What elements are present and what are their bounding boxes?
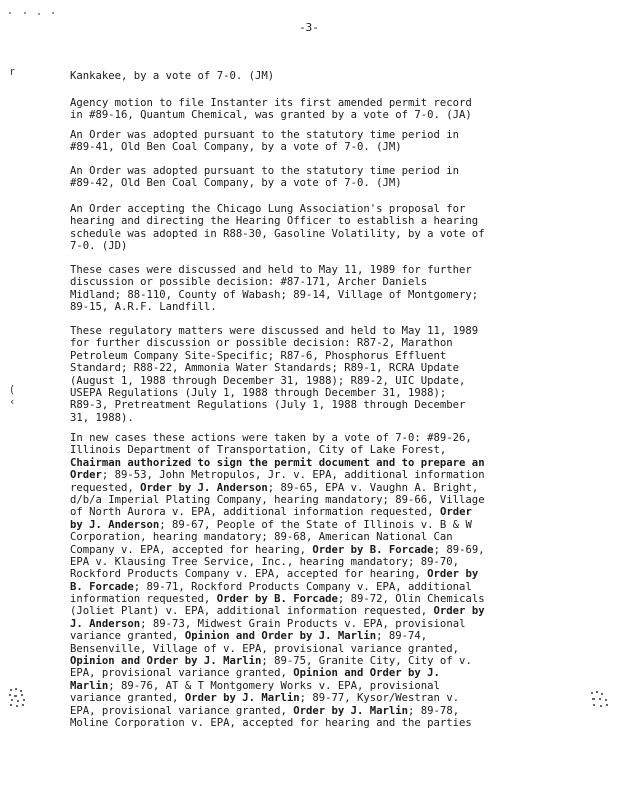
text-segment: These regulatory matters were discussed and held to May 11, 1989 — [70, 325, 479, 337]
text-segment: Rockford Products Company v. EPA, accepted for hearing, — [70, 568, 428, 581]
text-segment: USEPA Regulations (July 1, 1988 through December 31, 1988); — [70, 386, 447, 399]
speck — [52, 12, 54, 14]
text-segment: ; 89-67, People of the State of Illinois v. B & W — [159, 518, 472, 531]
text-line — [70, 165, 550, 177]
bold-text-segment: Opinion and Order by J. — [293, 667, 440, 680]
text-segment: in #89-16, Quantum Chemical, was granted by a vote of 7-0. (JA) — [70, 109, 472, 122]
text-line — [70, 717, 550, 729]
text-segment: An Order was adopted pursuant to the statutory time period in — [70, 165, 460, 177]
text-line — [70, 399, 550, 411]
paragraph — [70, 325, 550, 424]
text-segment: Petroleum Company Site-Specific; R87-6, Phosphorus Effluent — [70, 349, 447, 362]
text-line — [70, 412, 550, 424]
text-line — [70, 593, 550, 605]
text-segment: Illinois Department of Transportation, City of Lake Forest, — [70, 444, 447, 457]
text-segment: An Order was adopted pursuant to the statutory time period in — [70, 129, 460, 141]
text-line — [70, 240, 550, 252]
bold-text-segment: Order — [439, 506, 472, 519]
text-line — [70, 469, 550, 481]
text-segment: ; 89-65, EPA v. Vaughn A. Bright, — [267, 481, 479, 494]
text-line — [70, 482, 550, 494]
text-segment: 31, 1988). — [70, 411, 134, 424]
text-line — [70, 618, 550, 630]
text-segment: ; 89-53, John Metropulos, Jr. v. EPA, additional information — [101, 469, 485, 482]
bold-text-segment: Opinion and Order by J. Marlin — [184, 630, 377, 643]
text-line — [70, 362, 550, 374]
text-segment: In new cases these actions were taken by a vote of 7-0: #89-26, — [70, 432, 472, 444]
text-line — [70, 325, 550, 337]
text-line — [70, 177, 550, 189]
text-line — [70, 109, 550, 121]
text-segment: requested, — [70, 481, 141, 494]
text-segment: d/b/a Imperial Plating Company, hearing mandatory; 89-66, Village — [70, 493, 485, 506]
text-segment: schedule was adopted in R88-30, Gasoline Volatility, by a vote of — [70, 227, 485, 240]
text-segment: Moline Corporation v. EPA, accepted for hearing and the parties — [70, 716, 472, 729]
text-segment: (Joliet Plant) v. EPA, additional information requested, — [70, 605, 434, 618]
text-segment: ; 89-73, Midwest Grain Products v. EPA, provisional — [140, 617, 466, 630]
text-line — [70, 70, 550, 82]
text-segment: #89-41, Old Ben Coal Company, by a vote of 7-0. (JM) — [70, 141, 402, 154]
text-line — [70, 556, 550, 568]
text-line — [70, 605, 550, 617]
text-line — [70, 457, 550, 469]
text-line — [70, 337, 550, 349]
bold-text-segment: Order by B. Forcade — [216, 593, 338, 606]
margin-mark-top: r — [10, 65, 15, 78]
text-line — [70, 692, 550, 704]
text-line — [70, 568, 550, 580]
bold-text-segment: Order by J. Marlin — [184, 692, 300, 705]
text-segment: Bensenville, Village of v. EPA, provisional variance granted, — [70, 642, 460, 655]
text-line — [70, 705, 550, 717]
text-segment: These cases were discussed and held to May 11, 1989 for further — [70, 264, 472, 276]
speck — [24, 12, 26, 14]
text-line — [70, 350, 550, 362]
text-line — [70, 643, 550, 655]
bold-text-segment: Order — [70, 469, 102, 482]
text-segment: ; 89-69, — [433, 543, 485, 556]
paragraph — [70, 264, 550, 314]
text-segment: R89-3, Pretreatment Regulations (July 1, 1988 through December — [70, 399, 466, 412]
text-segment: EPA, provisional variance granted, — [70, 667, 294, 680]
paragraph — [70, 203, 550, 253]
text-line — [70, 432, 550, 444]
bold-text-segment: B. Forcade — [70, 580, 134, 593]
bold-text-segment: Order by J. Marlin — [293, 704, 409, 717]
paragraph — [70, 165, 550, 190]
text-segment: ; 89-78, — [408, 704, 460, 717]
text-segment: 7-0. (JD) — [70, 240, 128, 253]
text-segment: ; 89-74, — [376, 630, 428, 643]
text-line — [70, 129, 550, 141]
text-segment: Midland; 88-110, County of Wabash; 89-14, Village of Montgomery; — [70, 288, 479, 301]
text-segment: ; 89-75, Granite City, City of v. — [261, 655, 472, 668]
scan-stamp-left — [6, 686, 34, 710]
text-line — [70, 494, 550, 506]
text-line — [70, 387, 550, 399]
text-segment: of North Aurora v. EPA, additional information requested, — [70, 506, 440, 519]
bold-text-segment: Opinion and Order by J. Marlin — [70, 655, 262, 668]
paragraph — [70, 70, 550, 82]
text-line — [70, 444, 550, 456]
text-line — [70, 630, 550, 642]
text-segment: for further discussion or possible decision: R87-2, Marathon — [70, 337, 453, 350]
scan-stamp-right — [588, 688, 614, 712]
speck — [9, 12, 11, 14]
margin-mark-middle: ( — [10, 383, 15, 396]
text-segment: Company v. EPA, accepted for hearing, — [70, 543, 313, 556]
text-segment: variance granted, — [70, 692, 185, 705]
text-segment: ; 89-77, Kysor/Westran v. — [299, 692, 460, 705]
text-segment: An Order accepting the Chicago Lung Association's proposal for — [70, 203, 466, 215]
text-segment: ; 89-72, Olin Chemicals — [337, 593, 485, 606]
bold-text-segment: Order by B. Forcade — [312, 543, 434, 556]
text-line — [70, 301, 550, 313]
text-segment: EPA v. Klausing Tree Service, Inc., hearing mandatory; 89-70, — [70, 555, 460, 568]
bold-text-segment: J. Anderson — [70, 617, 141, 630]
bold-text-segment: Order by — [427, 568, 479, 581]
text-line — [70, 531, 550, 543]
bold-text-segment: by J. Anderson — [70, 518, 160, 531]
text-line — [70, 215, 550, 227]
margin-mark-middle-2: ‹ — [10, 395, 15, 408]
text-segment: #89-42, Old Ben Coal Company, by a vote of 7-0. (JM) — [70, 177, 402, 190]
text-line — [70, 680, 550, 692]
text-line — [70, 228, 550, 240]
page-number: -3- — [299, 21, 319, 34]
text-segment: Agency motion to file Instanter its first amended permit record — [70, 97, 472, 109]
text-line — [70, 289, 550, 301]
paragraph — [70, 432, 550, 729]
text-line — [70, 276, 550, 288]
bold-text-segment: Chairman authorized to sign the permit document and to prepare an — [70, 456, 485, 469]
text-line — [70, 581, 550, 593]
text-line — [70, 667, 550, 679]
text-segment: variance granted, — [70, 630, 185, 643]
text-line — [70, 655, 550, 667]
text-segment: hearing and directing the Hearing Officer to establish a hearing — [70, 215, 479, 228]
text-line — [70, 375, 550, 387]
text-segment: Corporation, hearing mandatory; 89-68, American National Can — [70, 531, 453, 544]
text-line — [70, 97, 550, 109]
text-line — [70, 519, 550, 531]
text-segment: information requested, — [70, 593, 217, 606]
text-line — [70, 203, 550, 215]
bold-text-segment: Order by — [433, 605, 485, 618]
text-line — [70, 141, 550, 153]
text-line — [70, 264, 550, 276]
text-segment: Standard; R88-22, Ammonia Water Standards; R89-1, RCRA Update — [70, 362, 460, 375]
text-segment: 89-15, A.R.F. Landfill. — [70, 301, 217, 314]
text-segment: (August 1, 1988 through December 31, 1988); R89-2, UIC Update, — [70, 374, 466, 387]
bold-text-segment: Order by J. Anderson — [140, 481, 268, 494]
speck — [38, 13, 40, 15]
text-segment: ; 89-71, Rockford Products Company v. EPA, additional — [133, 580, 472, 593]
text-segment: Kankakee, by a vote of 7-0. (JM) — [70, 70, 275, 82]
bold-text-segment: Marlin — [70, 679, 109, 692]
paragraph — [70, 129, 550, 154]
text-segment: discussion or possible decision: #87-171, Archer Daniels — [70, 276, 428, 289]
text-segment: ; 89-76, AT & T Montgomery Works v. EPA, provisional — [108, 679, 440, 692]
paragraph — [70, 97, 550, 122]
text-line — [70, 544, 550, 556]
text-segment: EPA, provisional variance granted, — [70, 704, 294, 717]
text-line — [70, 506, 550, 518]
